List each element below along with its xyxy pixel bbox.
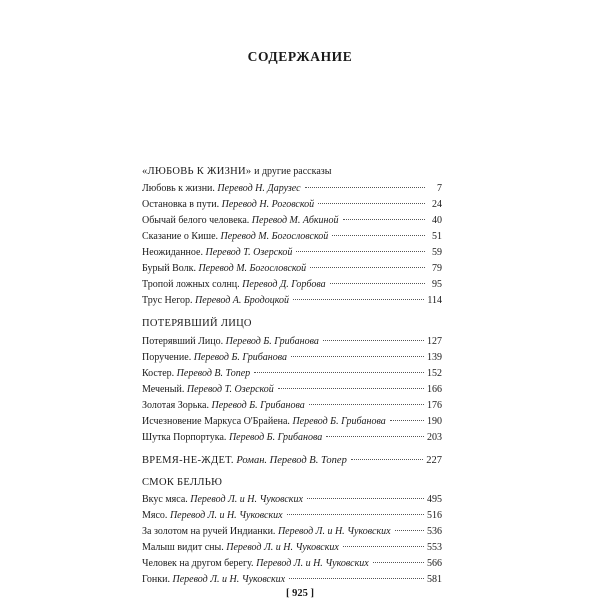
toc-entry <box>142 574 442 588</box>
entry-translator: Перевод М. Богословской <box>220 231 329 242</box>
entry-page: 51 <box>432 231 442 242</box>
entry-title: Меченый. <box>142 384 185 395</box>
dot-leader <box>309 404 424 405</box>
entry-page: 7 <box>437 183 442 194</box>
entry-translator: Перевод Л. и Н. Чуковских <box>169 510 283 521</box>
entry-translator: Перевод М. Богословской <box>198 263 307 274</box>
entry-translator: Перевод В. Топер <box>176 368 251 379</box>
entry-page: 95 <box>432 279 442 290</box>
entry-page: 581 <box>427 574 442 585</box>
dot-leader <box>390 420 424 421</box>
toc-entry <box>142 384 442 398</box>
entry-title: Костер. <box>142 368 175 379</box>
entry-page: 203 <box>427 432 442 443</box>
entry-page: 516 <box>427 510 442 521</box>
entry-title: Тропой ложных солнц. <box>142 279 240 290</box>
dot-leader <box>343 546 424 547</box>
entry-translator: Перевод Д. Горбова <box>242 279 326 290</box>
entry-translator: Перевод Т. Озерской <box>186 384 274 395</box>
dot-leader <box>307 498 424 499</box>
dot-leader <box>351 459 423 460</box>
entry-translator: Перевод Б. Грибанова <box>225 336 319 347</box>
entry-title: Остановка в пути. <box>142 199 220 210</box>
entry-translator: Перевод Н. Дарузес <box>217 183 301 194</box>
dot-leader <box>254 372 424 373</box>
dot-leader <box>395 530 424 531</box>
entry-page: 495 <box>427 494 442 505</box>
toc-entry <box>142 400 442 414</box>
entry-page: 139 <box>427 352 442 363</box>
toc-entry <box>142 542 442 556</box>
entry-title: Неожиданное. <box>142 247 203 258</box>
entry-page: 114 <box>427 295 442 306</box>
section-heading-love-of-life <box>142 166 331 177</box>
entry-translator: Перевод Б. Грибанова <box>292 416 386 427</box>
entry-translator: Перевод Б. Грибанова <box>193 352 288 363</box>
entry-translator: Перевод Т. Озерской <box>205 247 293 258</box>
entry-title: Вкус мяса. <box>142 494 188 505</box>
entry-title: Исчезновение Маркуса О'Брайена. <box>142 416 290 427</box>
entry-page: 176 <box>427 400 442 411</box>
section-heading-text: ПОТЕРЯВШИЙ ЛИЦО <box>142 318 252 329</box>
toc-entry <box>142 368 442 382</box>
entry-translator: Перевод Л. и Н. Чуковских <box>256 558 369 569</box>
section-heading-smoke-bellew <box>142 477 222 488</box>
toc-entry <box>142 199 442 213</box>
entry-title: Малыш видит сны. <box>142 542 224 553</box>
entry-translator: Перевод Л. и Н. Чуковских <box>190 494 303 505</box>
entry-translator: Роман. Перевод В. Топер <box>236 455 347 466</box>
entry-page: 566 <box>427 558 442 569</box>
entry-title: Сказание о Кише. <box>142 231 219 242</box>
entry-title: Поручение. <box>142 352 192 363</box>
entry-title: Шутка Порпортука. <box>142 432 227 443</box>
entry-translator: Перевод А. Бродоцкой <box>195 295 290 306</box>
toc-entry <box>142 494 442 508</box>
entry-page: 190 <box>427 416 442 427</box>
toc-entry <box>142 247 442 261</box>
page-number: [ 925 ] <box>286 588 314 599</box>
entry-translator: Перевод Н. Роговской <box>221 199 315 210</box>
dot-leader <box>291 356 424 357</box>
dot-leader <box>330 283 425 284</box>
entry-title: Гонки. <box>142 574 170 585</box>
dot-leader <box>318 203 425 204</box>
toc-entry <box>142 432 442 446</box>
entry-translator: Перевод Л. и Н. Чуковских <box>172 574 286 585</box>
entry-page: 152 <box>427 368 442 379</box>
entry-translator: Перевод Л. и Н. Чуковских <box>277 526 391 537</box>
section-heading-text: ВРЕМЯ-НЕ-ЖДЕТ. <box>142 455 234 466</box>
toc-entry <box>142 416 442 430</box>
entry-title: Человек на другом берегу. <box>142 558 254 569</box>
entry-translator: Перевод Б. Грибанова <box>228 432 323 443</box>
dot-leader <box>343 219 426 220</box>
entry-page: 227 <box>426 455 442 466</box>
entry-title: За золотом на ручей Индианки. <box>142 526 276 537</box>
entry-title: Обычай белого человека. <box>142 215 250 226</box>
entry-translator: Перевод Б. Грибанова <box>211 400 305 411</box>
toc-entry <box>142 279 442 293</box>
dot-leader <box>373 562 424 563</box>
toc-entry <box>142 352 442 366</box>
toc-entry <box>142 215 442 229</box>
entry-translator: Перевод Л. и Н. Чуковских <box>226 542 339 553</box>
entry-title: Золотая Зорька. <box>142 400 209 411</box>
toc-entry <box>142 295 442 309</box>
toc-entry <box>142 526 442 540</box>
entry-translator: Перевод М. Абкиной <box>251 215 339 226</box>
toc-entry <box>142 263 442 277</box>
dot-leader <box>289 578 424 579</box>
entry-title: Трус Негор. <box>142 295 193 306</box>
dot-leader <box>305 187 425 188</box>
dot-leader <box>278 388 424 389</box>
entry-page: 536 <box>427 526 442 537</box>
page-title: СОДЕРЖАНИЕ <box>247 49 353 64</box>
section-heading-text: «ЛЮБОВЬ К ЖИЗНИ» <box>142 166 252 177</box>
toc-entry <box>142 183 442 197</box>
toc-entry-burning-daylight <box>142 455 442 469</box>
entry-page: 79 <box>432 263 442 274</box>
entry-title: Бурый Волк. <box>142 263 196 274</box>
toc-entry <box>142 558 442 572</box>
section-heading-suffix: и другие рассказы <box>254 166 332 177</box>
dot-leader <box>310 267 425 268</box>
dot-leader <box>287 514 424 515</box>
toc-entry <box>142 231 442 245</box>
entry-title: Потерявший Лицо. <box>142 336 224 347</box>
section-heading-text: СМОК БЕЛЛЬЮ <box>142 477 223 488</box>
dot-leader <box>296 251 425 252</box>
entry-title: Мясо. <box>142 510 168 521</box>
entry-page: 553 <box>427 542 442 553</box>
dot-leader <box>323 340 424 341</box>
entry-page: 127 <box>427 336 442 347</box>
dot-leader <box>326 436 424 437</box>
toc-entry <box>142 510 442 524</box>
dot-leader <box>293 299 424 300</box>
entry-page: 24 <box>432 199 442 210</box>
entry-title: Любовь к жизни. <box>142 183 215 194</box>
entry-page: 166 <box>427 384 442 395</box>
dot-leader <box>332 235 425 236</box>
entry-page: 59 <box>432 247 442 258</box>
toc-entry <box>142 336 442 350</box>
section-heading-lost-face <box>142 318 252 329</box>
entry-page: 40 <box>432 215 442 226</box>
